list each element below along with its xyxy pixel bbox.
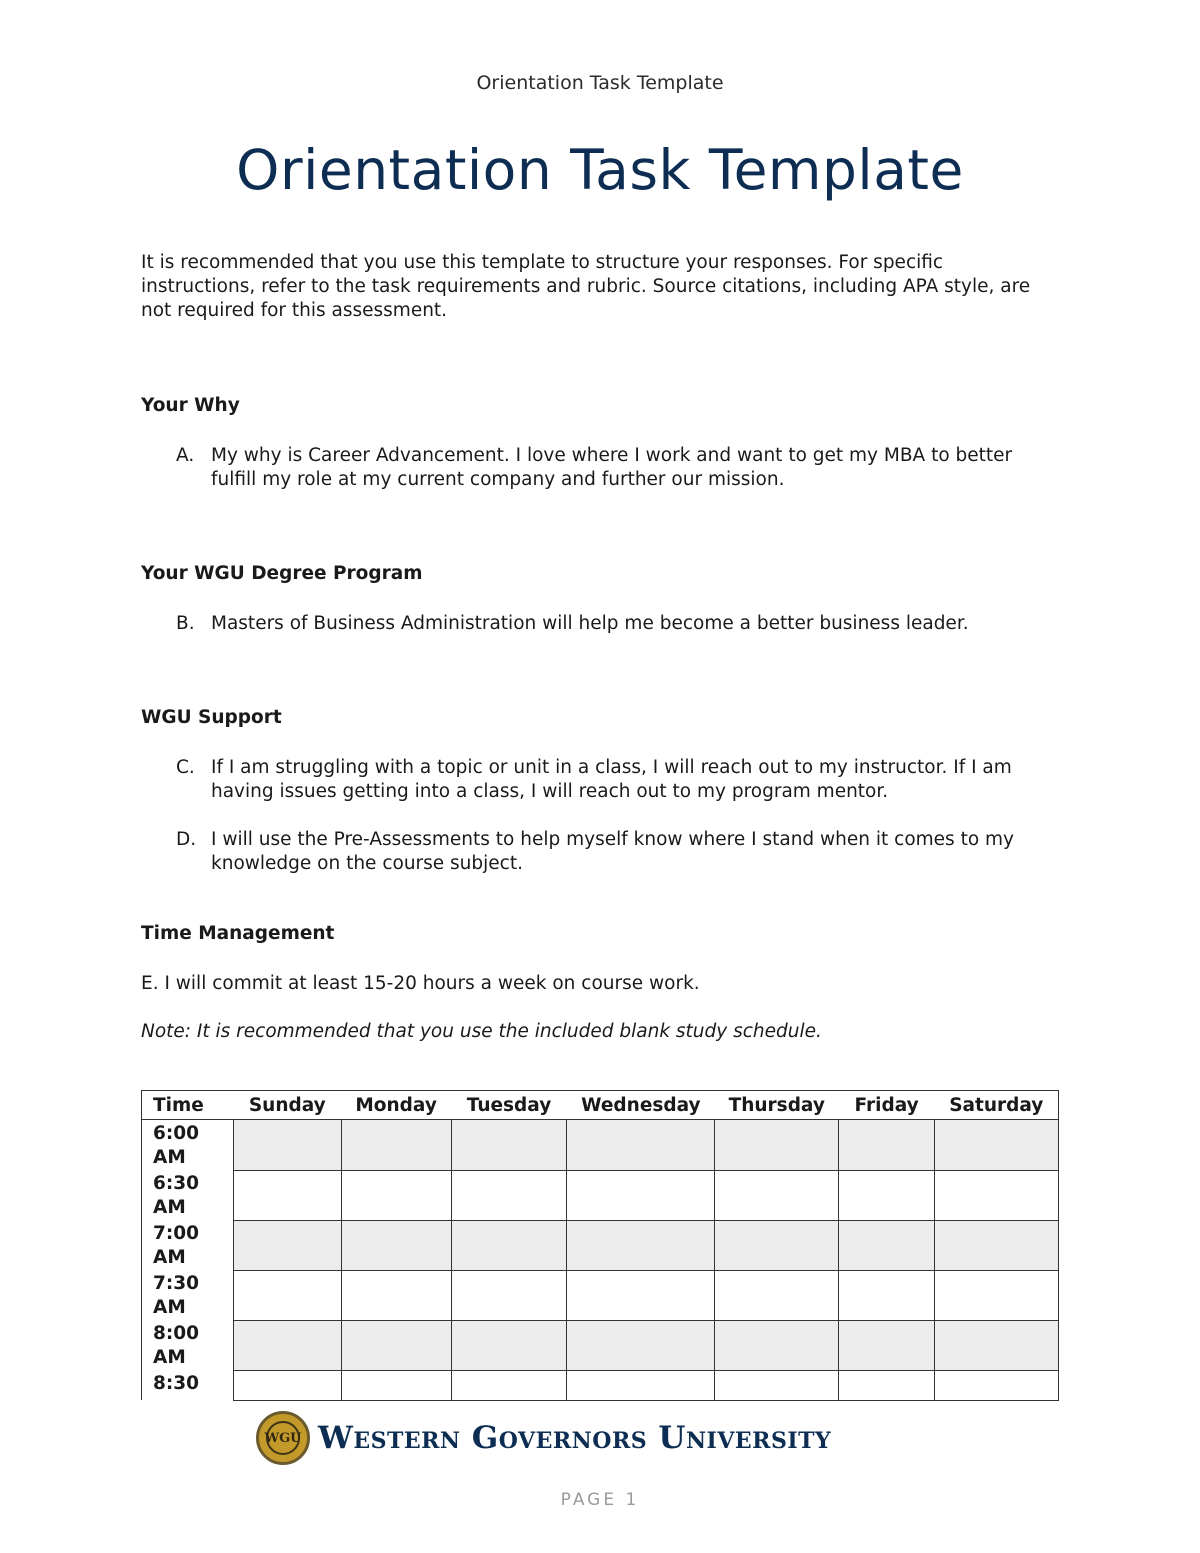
table-row [142,1170,1059,1220]
schedule-cell[interactable] [935,1220,1059,1270]
item-letter: A. [176,445,195,466]
schedule-cell[interactable] [715,1320,839,1370]
list-item-b [176,612,1056,636]
list-item-d [176,828,1056,876]
schedule-cell[interactable] [233,1370,341,1400]
university-seal-icon [256,1411,310,1465]
section-heading-time: Time Management [141,923,335,944]
schedule-cell[interactable] [233,1220,341,1270]
schedule-cell[interactable] [935,1120,1059,1171]
column-header-sunday: Sunday [233,1091,341,1120]
schedule-cell[interactable] [935,1320,1059,1370]
wgu-logo [256,1411,831,1465]
time-label: 7:00 AM [142,1220,234,1270]
logo-wordmark: Western Governors University [318,1420,832,1456]
time-label: 6:30 AM [142,1170,234,1220]
item-letter: C. [176,757,195,778]
schedule-cell[interactable] [567,1120,715,1171]
schedule-cell[interactable] [233,1170,341,1220]
seal-monogram: WGU [266,1421,300,1455]
schedule-cell[interactable] [341,1270,451,1320]
schedule-cell[interactable] [233,1270,341,1320]
column-header-tuesday: Tuesday [451,1091,567,1120]
running-header: Orientation Task Template [476,72,724,94]
schedule-cell[interactable] [839,1270,935,1320]
time-answer: E. I will commit at least 15-20 hours a week on course work. [141,973,700,994]
column-header-monday: Monday [341,1091,451,1120]
schedule-cell[interactable] [451,1370,567,1400]
schedule-note: Note: It is recommended that you use the included blank study schedule. [141,1021,822,1042]
item-letter: D. [176,829,197,850]
table-row [142,1120,1059,1171]
schedule-header-row [142,1091,1059,1120]
schedule-cell[interactable] [341,1220,451,1270]
item-text: Masters of Business Administration will help me become a better business leader. [211,613,969,634]
list-item-a [176,444,1056,492]
column-header-thursday: Thursday [715,1091,839,1120]
section-heading-degree: Your WGU Degree Program [141,563,423,584]
schedule-cell[interactable] [451,1120,567,1171]
schedule-cell[interactable] [341,1170,451,1220]
section-heading-support: WGU Support [141,707,282,728]
schedule-cell[interactable] [451,1220,567,1270]
schedule-cell[interactable] [715,1370,839,1400]
table-row [142,1370,1059,1400]
schedule-cell[interactable] [341,1370,451,1400]
column-header-wednesday: Wednesday [567,1091,715,1120]
schedule-cell[interactable] [839,1320,935,1370]
table-row [142,1220,1059,1270]
schedule-cell[interactable] [715,1170,839,1220]
schedule-cell[interactable] [567,1370,715,1400]
column-header-friday: Friday [839,1091,935,1120]
schedule-cell[interactable] [567,1320,715,1370]
page-number: PAGE 1 [560,1490,640,1510]
schedule-cell[interactable] [715,1120,839,1171]
time-label: 6:00 AM [142,1120,234,1171]
column-header-time: Time [142,1091,234,1120]
schedule-cell[interactable] [935,1170,1059,1220]
table-row [142,1270,1059,1320]
time-label: 8:00 AM [142,1320,234,1370]
item-text: My why is Career Advancement. I love where I work and want to get my MBA to better fulfill my role at my current company and further our mission. [211,445,1013,490]
schedule-cell[interactable] [839,1370,935,1400]
item-letter: B. [176,613,195,634]
schedule-cell[interactable] [935,1370,1059,1400]
schedule-cell[interactable] [839,1170,935,1220]
list-item-c [176,756,1056,804]
schedule-cell[interactable] [935,1270,1059,1320]
schedule-cell[interactable] [341,1120,451,1171]
intro-paragraph: It is recommended that you use this template to structure your responses. For specific instructions, refer to the task requirements and rubric. Source citations, including APA style, are not required for this assessment. [141,252,1031,321]
schedule-cell[interactable] [567,1270,715,1320]
item-text: I will use the Pre-Assessments to help myself know where I stand when it comes to my knowledge on the course subject. [211,829,1014,874]
time-label: 7:30 AM [142,1270,234,1320]
study-schedule-table [141,1090,1059,1401]
schedule-cell[interactable] [715,1220,839,1270]
time-label: 8:30 [142,1370,234,1400]
schedule-cell[interactable] [341,1320,451,1370]
schedule-cell[interactable] [567,1220,715,1270]
column-header-saturday: Saturday [935,1091,1059,1120]
section-heading-why: Your Why [141,395,240,416]
schedule-cell[interactable] [451,1270,567,1320]
schedule-cell[interactable] [451,1170,567,1220]
schedule-cell[interactable] [233,1120,341,1171]
schedule-cell[interactable] [233,1320,341,1370]
schedule-cell[interactable] [715,1270,839,1320]
schedule-cell[interactable] [451,1320,567,1370]
schedule-cell[interactable] [567,1170,715,1220]
item-text: If I am struggling with a topic or unit in a class, I will reach out to my instructor. If I am having issues getting into a class, I will reach out to my program mentor. [211,757,1012,802]
schedule-cell[interactable] [839,1220,935,1270]
table-row [142,1320,1059,1370]
page-title: Orientation Task Template [236,138,964,202]
schedule-cell[interactable] [839,1120,935,1171]
